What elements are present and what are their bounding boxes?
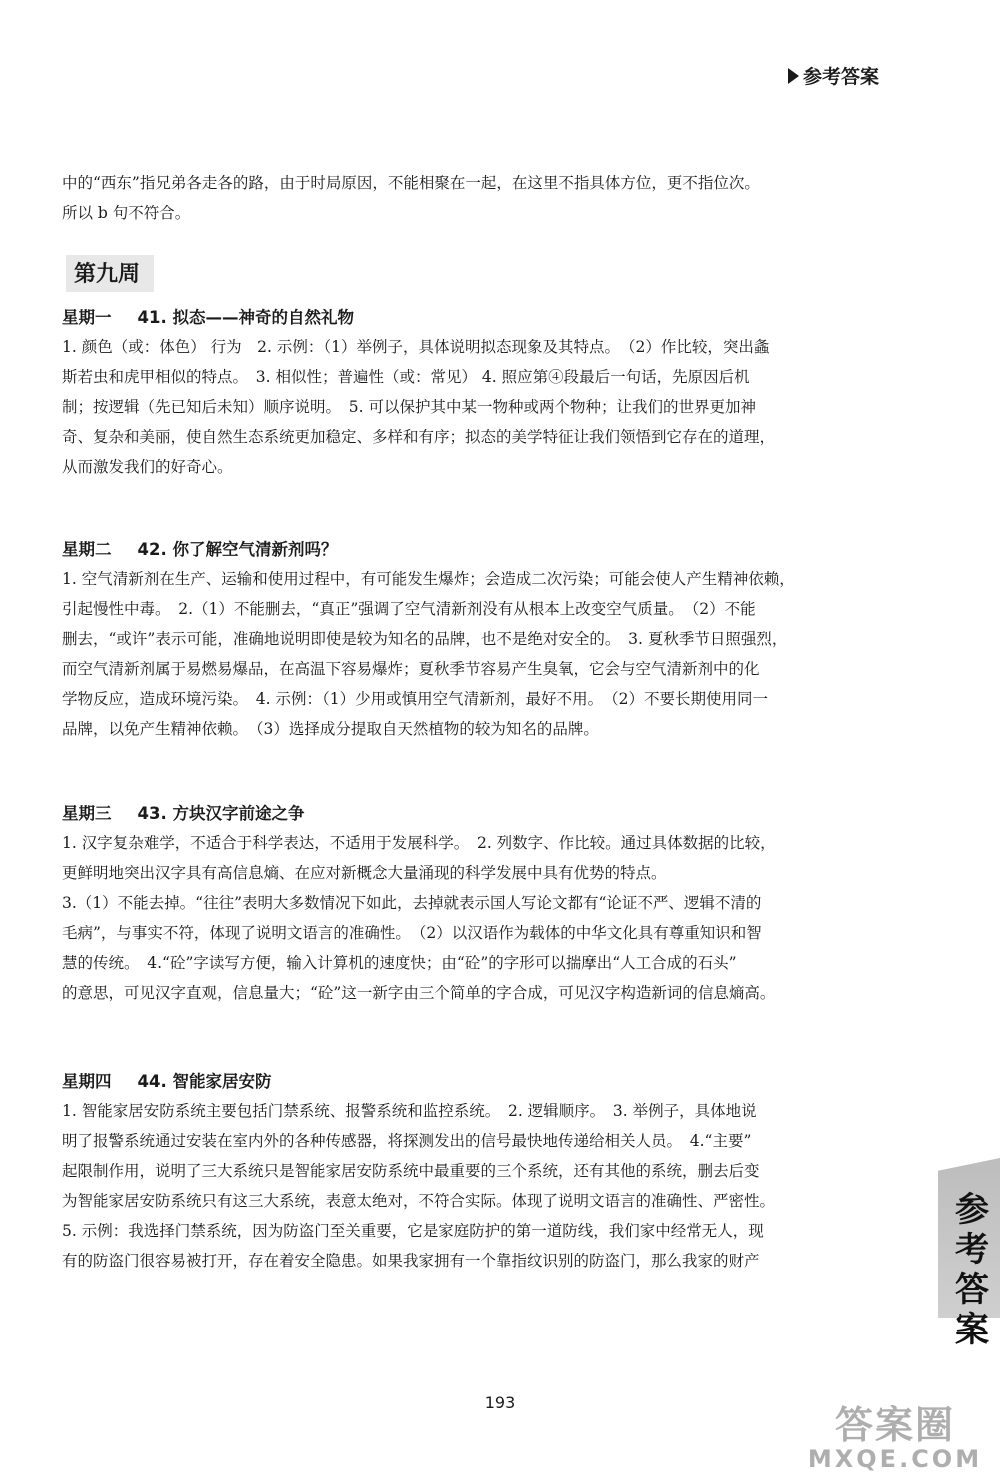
section-heading-tuesday bbox=[62, 536, 337, 560]
text-line: 奇、复杂和美丽，使自然生态系统更加稳定、多样和有序；拟态的美学特征让我们领悟到它存在的道理， bbox=[62, 428, 776, 446]
side-tab-char: 考 bbox=[955, 1230, 989, 1270]
text-line: 中的“西东”指兄弟各走各的路，由于时局原因，不能相聚在一起，在这里不指具体方位，更不指位次。 bbox=[62, 174, 760, 192]
section-title: 41. 拟态——神奇的自然礼物 bbox=[137, 308, 354, 327]
side-tab-char: 案 bbox=[955, 1310, 989, 1350]
section-body-thursday bbox=[62, 1096, 892, 1276]
day-label: 星期三 bbox=[62, 804, 112, 823]
text-line: 引起慢性中毒。 2.（1）不能删去，“真正”强调了空气清新剂没有从根本上改变空气质量。 （2）不能 bbox=[62, 600, 756, 618]
day-label: 星期一 bbox=[62, 308, 112, 327]
week-title: 第九周 bbox=[66, 255, 154, 292]
text-line: 毛病”，与事实不符，体现了说明文语言的准确性。 （2）以汉语作为载体的中华文化具有尊重知识和智 bbox=[62, 924, 762, 942]
text-line: 1. 颜色（或：体色） 行为 2. 示例：（1）举例子，具体说明拟态现象及其特点。 （2）作比较，突出螽 bbox=[62, 338, 770, 356]
section-body-tuesday bbox=[62, 564, 892, 744]
intro-paragraph bbox=[62, 168, 892, 228]
header-title: 参考答案 bbox=[802, 66, 879, 88]
side-tab-label bbox=[952, 1190, 992, 1350]
watermark-text: 答案圈 bbox=[834, 1403, 955, 1447]
section-title: 44. 智能家居安防 bbox=[137, 1072, 272, 1091]
section-heading-wednesday bbox=[62, 800, 304, 824]
text-line: 制；按逻辑（先已知后未知）顺序说明。 5. 可以保护其中某一物种或两个物种；让我们的世界更加神 bbox=[62, 398, 756, 416]
text-line: 3.（1）不能去掉。“往往”表明大多数情况下如此，去掉就表示国人写论文都有“论证不严、逻辑不清的 bbox=[62, 894, 762, 912]
text-line: 慧的传统。 4.“砼”字读写方便，输入计算机的速度快；由“砼”的字形可以揣摩出“人工合成的石头” bbox=[62, 954, 737, 972]
text-line: 删去，“或许”表示可能，准确地说明即使是较为知名的品牌，也不是绝对安全的。 3. 夏秋季节日照强烈， bbox=[62, 630, 788, 648]
section-heading-thursday bbox=[62, 1068, 271, 1092]
day-label: 星期二 bbox=[62, 540, 112, 559]
text-line: 起限制作用，说明了三大系统只是智能家居安防系统中最重要的三个系统，还有其他的系统，删去后变 bbox=[62, 1162, 760, 1180]
section-heading-monday bbox=[62, 304, 354, 328]
text-line: 斯若虫和虎甲相似的特点。 3. 相似性；普遍性（或：常见） 4. 照应第④段最后一句话，先原因后机 bbox=[62, 368, 750, 386]
text-line: 明了报警系统通过安装在室内外的各种传感器，将探测发出的信号最快地传递给相关人员。 4.“主要” bbox=[62, 1132, 752, 1150]
text-line: 5. 示例：我选择门禁系统，因为防盗门至关重要，它是家庭防护的第一道防线，我们家中经常无人，现 bbox=[62, 1222, 764, 1240]
day-label: 星期四 bbox=[62, 1072, 112, 1091]
page-header bbox=[788, 62, 879, 89]
section-title: 42. 你了解空气清新剂吗？ bbox=[137, 540, 338, 559]
text-line: 为智能家居安防系统只有这三大系统，表意太绝对，不符合实际。体现了说明文语言的准确性、严密性。 bbox=[62, 1192, 776, 1210]
section-title: 43. 方块汉字前途之争 bbox=[137, 804, 305, 823]
text-line: 1. 空气清新剂在生产、运输和使用过程中，有可能发生爆炸；会造成二次污染；可能会使人产生精神依赖， bbox=[62, 570, 795, 588]
text-line: 的意思，可见汉字直观，信息量大；“砼”这一新字由三个简单的字合成，可见汉字构造新词的信息熵高。 bbox=[62, 984, 776, 1002]
text-line: 品牌，以免产生精神依赖。 （3）选择成分提取自天然植物的较为知名的品牌。 bbox=[62, 720, 599, 738]
text-line: 从而激发我们的好奇心。 bbox=[62, 458, 233, 476]
text-line: 学物反应，造成环境污染。 4. 示例：（1）少用或慎用空气清新剂，最好不用。 （2）不要长期使用同一 bbox=[62, 690, 768, 708]
text-line: 而空气清新剂属于易燃易爆品，在高温下容易爆炸；夏秋季节容易产生臭氧，它会与空气清新剂中的化 bbox=[62, 660, 760, 678]
text-line: 1. 汉字复杂难学，不适合于科学表达，不适用于发展科学。 2. 列数字、作比较。通过具体数据的比较， bbox=[62, 834, 776, 852]
watermark-logo bbox=[800, 1404, 990, 1474]
section-body-monday bbox=[62, 332, 892, 482]
side-tab-char: 答 bbox=[955, 1270, 989, 1310]
text-line: 1. 智能家居安防系统主要包括门禁系统、报警系统和监控系统。 2. 逻辑顺序。 3. 举例子，具体地说 bbox=[62, 1102, 757, 1120]
section-body-wednesday bbox=[62, 828, 892, 1008]
triangle-marker-icon bbox=[788, 68, 799, 84]
side-tab-char: 参 bbox=[955, 1190, 989, 1230]
text-line: 有的防盗门很容易被打开，存在着安全隐患。如果我家拥有一个靠指纹识别的防盗门，那么我家的财产 bbox=[62, 1252, 760, 1270]
text-line: 所以 b 句不符合。 bbox=[62, 204, 191, 222]
text-line: 更鲜明地突出汉字具有高信息熵、在应对新概念大量涌现的科学发展中具有优势的特点。 bbox=[62, 864, 667, 882]
page-number: 193 bbox=[484, 1393, 516, 1412]
watermark-url: MXQE.COM bbox=[807, 1445, 983, 1473]
